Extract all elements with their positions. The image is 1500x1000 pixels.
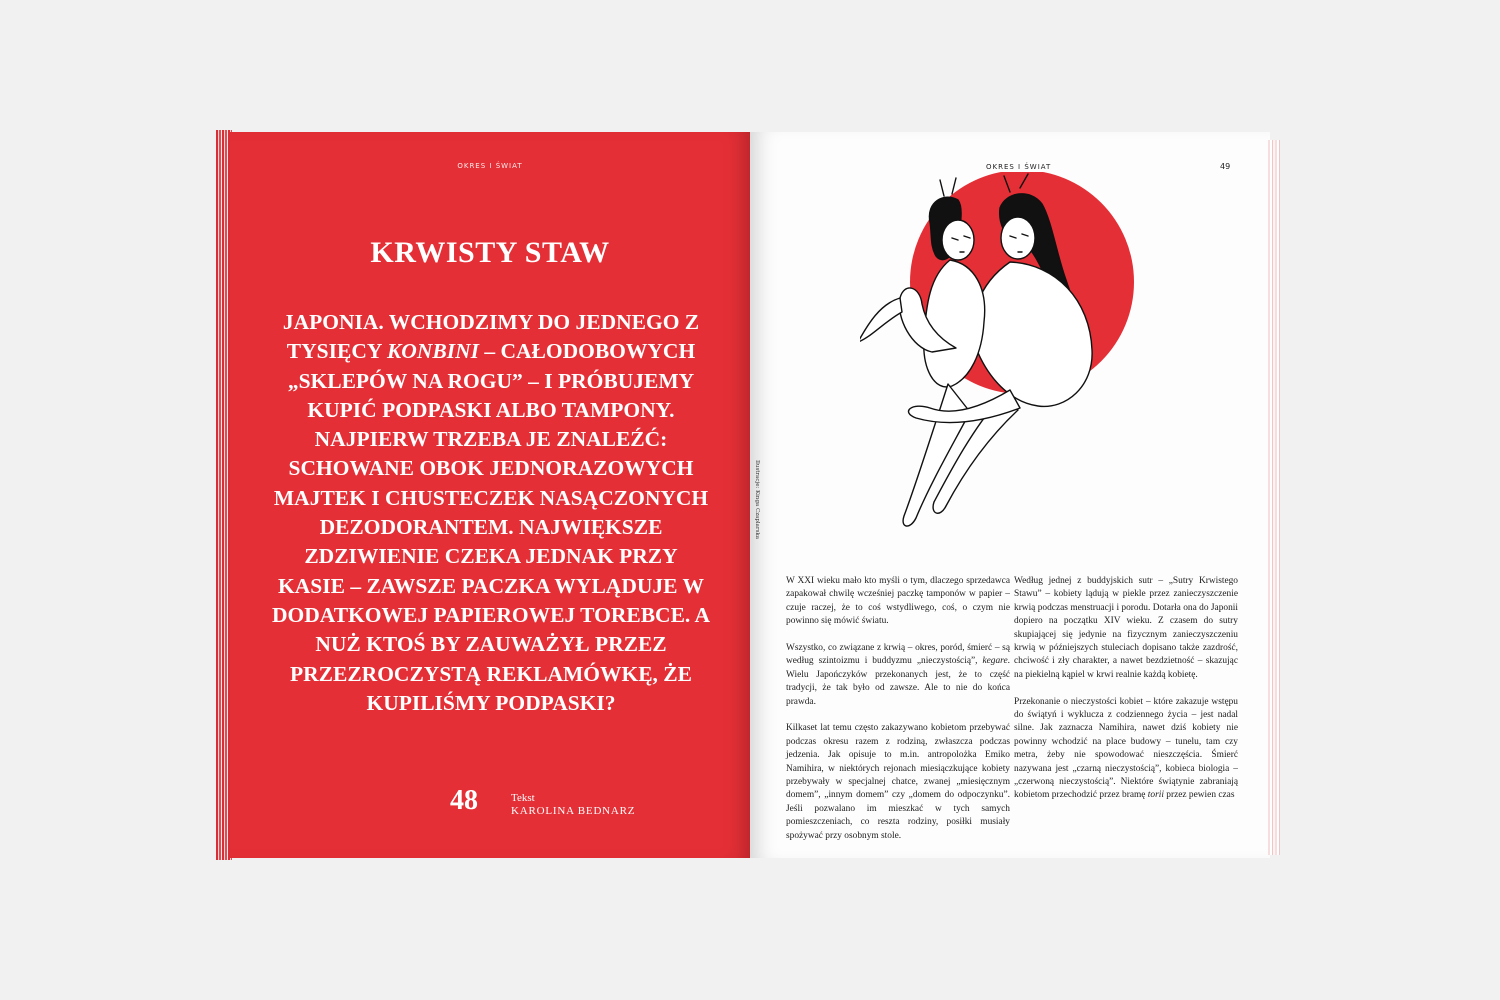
article-title: KRWISTY STAW [370, 236, 610, 269]
page-edges-right [1268, 140, 1280, 855]
text-column-2 [1014, 575, 1238, 816]
lead-text: – CAŁODOBOWYCH „SKLEPÓW NA ROGU” – I PRÓBUJEMY KUPIĆ PODPASKI ALBO TAMPONY. NAJPIERW TRZEBA JE ZNALEŹĆ: SCHOWANE OBOK JEDNORAZOWYCH MAJTEK I CHUSTECZEK NASĄCZONYCH DEZODORANTEM. NAJWIĘKSZE ZDZIWIENIE CZEKA JEDNAK PRZY KASIE – ZAWSZE PACZKA WYLĄDUJE W DODATKOWEJ PAPIEROWEJ TOREBCE. A NUŻ KTOŚ BY ZAUWAŻYŁ PRZEZ PRZEZROCZYSTĄ REKLAMÓWKĘ, ŻE KUPILIŚMY PODPASKI? [271, 339, 711, 715]
right-page: OKRES I ŚWIAT 49 Ilustracje: Kinga Czaplarska W XXI wieku mało kto myśli o tym, dlaczego sprzedawca zapakował chwilę wcześniej paczkę tamponów w papier – czuje raczej, że to coś wstydliwego, coś, o czym nie powinno się mówić światu. Wszystko, co związane z krwią – okres, poród, śmierć – są według szintoizmu i buddyzmu „nieczystością”, kegare. Wielu Japończyków przekonanych jest, że to część tradycji, że tak było od zawsze. Ale to nie do końca prawda. Kilkaset lat temu często zakazywano kobietom przebywać podczas okresu razem z rodziną, zwłaszcza podczas jedzenia. Jak opisuje to m.in. antropolożka Emiko Namihira, w niektórych rejonach miesiączkujące kobiety przebywały w specjalnej chatce, zwanej „miesięcznym domem”, „innym domem” czy „domem do odpoczynku”. Jeśli pozwalano im mieszkać w tych samych pomieszczeniach, co reszta rodziny, posiłki musiały spożywać przy osobnym stole. Według jednej z buddyjskich sutr – „Sutry Krwistego Stawu” – kobiety lądują w piekle przez zanieczyszczenie krwią podczas menstruacji i porodu. Dotarła ona do Japonii dopiero na początku XIV wieku. Z czasem do sutry skupiającej się jedynie na fizycznym zanieczyszczeniu krwią w późniejszych stuleciach dopisano także zazdrość, chciwość i zły charakter, a nawet bezdzietność – skazując na piekielną kąpiel w krwi realnie każdą kobietę. Przekonanie o nieczystości kobiet – które zakazuje wstępu do świątyń i wyklucza z codziennego życia – jest nadal silne. Jak zaznacza Namihira, nawet dziś kobiety nie powinny wchodzić na place budowy – tunelu, tam czy metra, żeby nie spowodować nieszczęścia. Śmierć nazywana jest „czarną nieczystością”, kobieca biologia – „czerwoną nieczystością”. Niektóre świątynie zabraniają kobietom przechodzić przez bramę torii przez pewien czas [750, 132, 1270, 858]
paragraph: W XXI wieku mało kto myśli o tym, dlaczego sprzedawca zapakował chwilę wcześniej paczkę tamponów w papier – czuje raczej, że to coś wstydliwego, coś, o czym nie powinno się mówić światu. [786, 576, 1010, 627]
page-number-right: 49 [1220, 162, 1231, 171]
lead-paragraph [270, 308, 712, 718]
credit-label: Tekst [511, 792, 535, 804]
paragraph: Wszystko, co związane z krwią – okres, poród, śmierć – są według szintoizmu i buddyzmu „nieczystością”, kegare. Wielu Japończyków przekonanych jest, że to część tradycji, że tak było od zawsze. Ale to nie do końca prawda. [786, 643, 1010, 707]
paragraph: Przekonanie o nieczystości kobiet – które zakazuje wstępu do świątyń i wyklucza z codziennego życia – jest nadal silne. Jak zaznacza Namihira, nawet dziś kobiety nie powinny wchodzić na place budowy – tunelu, tam czy metra, żeby nie spowodować nieszczęścia. Śmierć nazywana jest „czarną nieczystością”, kobieca biologia – „czerwoną nieczystością”. Niektóre świątynie zabraniają kobietom przechodzić przez bramę torii przez pewien czas [1014, 696, 1238, 801]
paragraph: Według jednej z buddyjskich sutr – „Sutry Krwistego Stawu” – kobiety lądują w piekle przez zanieczyszczenie krwią podczas menstruacji i porodu. Dotarła ona do Japonii dopiero na początku XIV wieku. Z czasem do sutry skupiającej się jedynie na fizycznym zanieczyszczeniu krwią w późniejszych stuleciach dopisano także zazdrość, chciwość i zły charakter, a nawet bezdzietność – skazując na piekielną kąpiel w krwi realnie każdą kobietę. [1014, 576, 1238, 680]
running-head-left: OKRES I ŚWIAT [457, 162, 523, 170]
page-number-left: 48 [450, 785, 478, 816]
lead-text: JAPONIA. WCHODZIMY DO JEDNEGO Z TYSIĘCY [282, 310, 700, 364]
author-credit [511, 792, 635, 818]
foot-left [860, 298, 902, 342]
running-head-right: OKRES I ŚWIAT [986, 163, 1052, 171]
illustration [860, 172, 1160, 572]
paragraph: Kilkaset lat temu często zakazywano kobietom przebywać podczas okresu razem z rodziną, zwłaszcza podczas jedzenia. Jak opisuje to m.in. antropolożka Emiko Namihira, w niektórych rejonach miesiączkujące kobiety przebywały w specjalnej chatce, zwanej „miesięcznym domem”, „innym domem” czy „domem do odpoczynku”. Jeśli pozwalano im mieszkać w tych samych pomieszczeniach, co reszta rodziny, posiłki musiały spożywać przy osobnym stole. [786, 723, 1010, 841]
author-name: KAROLINA BEDNARZ [511, 805, 636, 817]
text-column-1 [786, 575, 1010, 856]
lead-italic: KONBINI [386, 339, 479, 364]
left-page [230, 132, 750, 858]
